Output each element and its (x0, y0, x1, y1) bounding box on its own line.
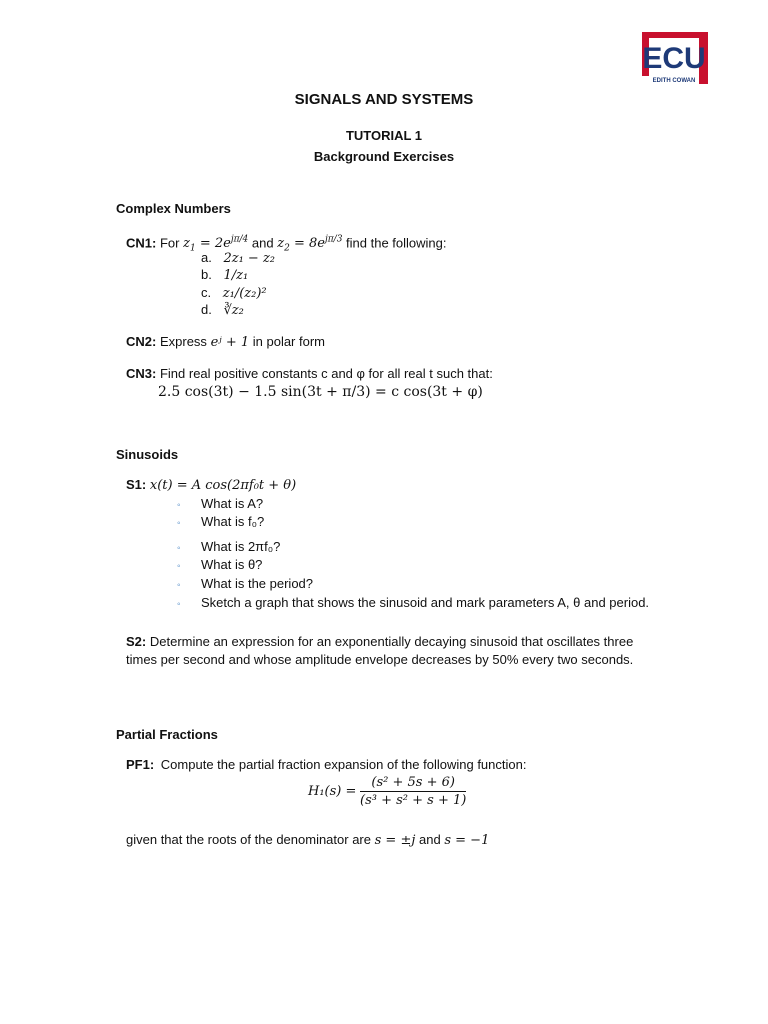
cn1-label: CN1: (126, 235, 157, 251)
svg-text:EDITH COWAN: EDITH COWAN (652, 78, 696, 84)
page-title: SIGNALS AND SYSTEMS (294, 91, 474, 108)
bullet-icon: ◦ (177, 599, 181, 610)
list-item: ◦ Sketch a graph that shows the sinusoid and mark parameters A, θ and period. (177, 595, 650, 610)
pf1-line: PF1: Compute the partial fraction expansion of the following function: (126, 757, 527, 772)
cn3-line (126, 366, 493, 382)
cn1-tail: find the following: (346, 235, 447, 251)
bullet-icon: ◦ (177, 561, 181, 572)
bullet-icon: ◦ (177, 580, 181, 591)
pf1-given-line: given that the roots of the denominator are s = ±j and s = −1 (126, 832, 490, 848)
bullet-icon: ◦ (177, 500, 181, 511)
svg-text:ECU: ECU (642, 42, 706, 75)
list-item: a. 2z₁ − z₂ (201, 250, 276, 266)
cn1-z2: $z_2 = 8e^{j\pi/3}$ (277, 235, 343, 254)
pf1-numerator: (s² + 5s + 6) (360, 775, 466, 792)
list-item: d. ∛z₂ (201, 302, 244, 318)
list-item: ◦ What is the period? (177, 576, 314, 591)
cn2-label: CN2: (126, 334, 157, 349)
s2-label: S2: (126, 634, 147, 649)
section-heading-sinusoids: Sinusoids (116, 447, 179, 462)
tutorial-subtitle: Background Exercises (313, 149, 455, 164)
s1-label: S1: (126, 477, 147, 492)
s2-line2: times per second and whose amplitude envelope decreases by 50% every two seconds. (126, 652, 634, 667)
list-item: ◦ What is A? (177, 496, 264, 511)
list-item: ◦ What is θ? (177, 557, 263, 572)
list-item: b. 1/z₁ (201, 267, 249, 283)
cn2-text: Express (159, 334, 207, 349)
list-item: c. z₁/(z₂)² (201, 285, 267, 301)
tutorial-title: TUTORIAL 1 (345, 128, 423, 143)
cn3-equation: 2.5 cos(3t) − 1.5 sin(3t + π/3) = c cos(3t + φ) (158, 384, 483, 400)
bullet-icon: ◦ (177, 518, 181, 529)
s1-equation: x(t) = A cos(2πf₀t + θ) (149, 478, 297, 493)
list-item: ◦ What is 2πf₀? (177, 539, 281, 554)
pf1-equation (308, 775, 466, 808)
cn2-tail: in polar form (252, 334, 325, 349)
cn2-line (126, 334, 325, 351)
cn1-line (126, 232, 447, 257)
s1-line (126, 477, 296, 494)
cn1-z1: $z_1 = 2e^{j\pi/4}$ (183, 235, 249, 254)
cn3-text: Find real positive constants c and φ for all real t such that: (159, 366, 493, 381)
cn3-label: CN3: (126, 366, 157, 381)
ecu-logo (642, 32, 708, 84)
bullet-icon: ◦ (177, 543, 181, 554)
cn2-expr: eʲ + 1 (210, 335, 250, 350)
list-item: ◦ What is f₀? (177, 514, 265, 529)
section-heading-complex: Complex Numbers (116, 201, 231, 216)
pf1-label: PF1: (126, 757, 155, 772)
cn1-and: and (251, 235, 274, 251)
section-heading-partial: Partial Fractions (116, 727, 218, 742)
s2-line1: S2: Determine an expression for an exponentially decaying sinusoid that oscillates three (126, 634, 634, 649)
pf1-denominator: (s³ + s² + s + 1) (360, 793, 467, 808)
cn1-text: For (159, 235, 180, 251)
pf1-lhs: H₁(s) = (308, 784, 357, 799)
pf1-fraction (360, 775, 466, 808)
